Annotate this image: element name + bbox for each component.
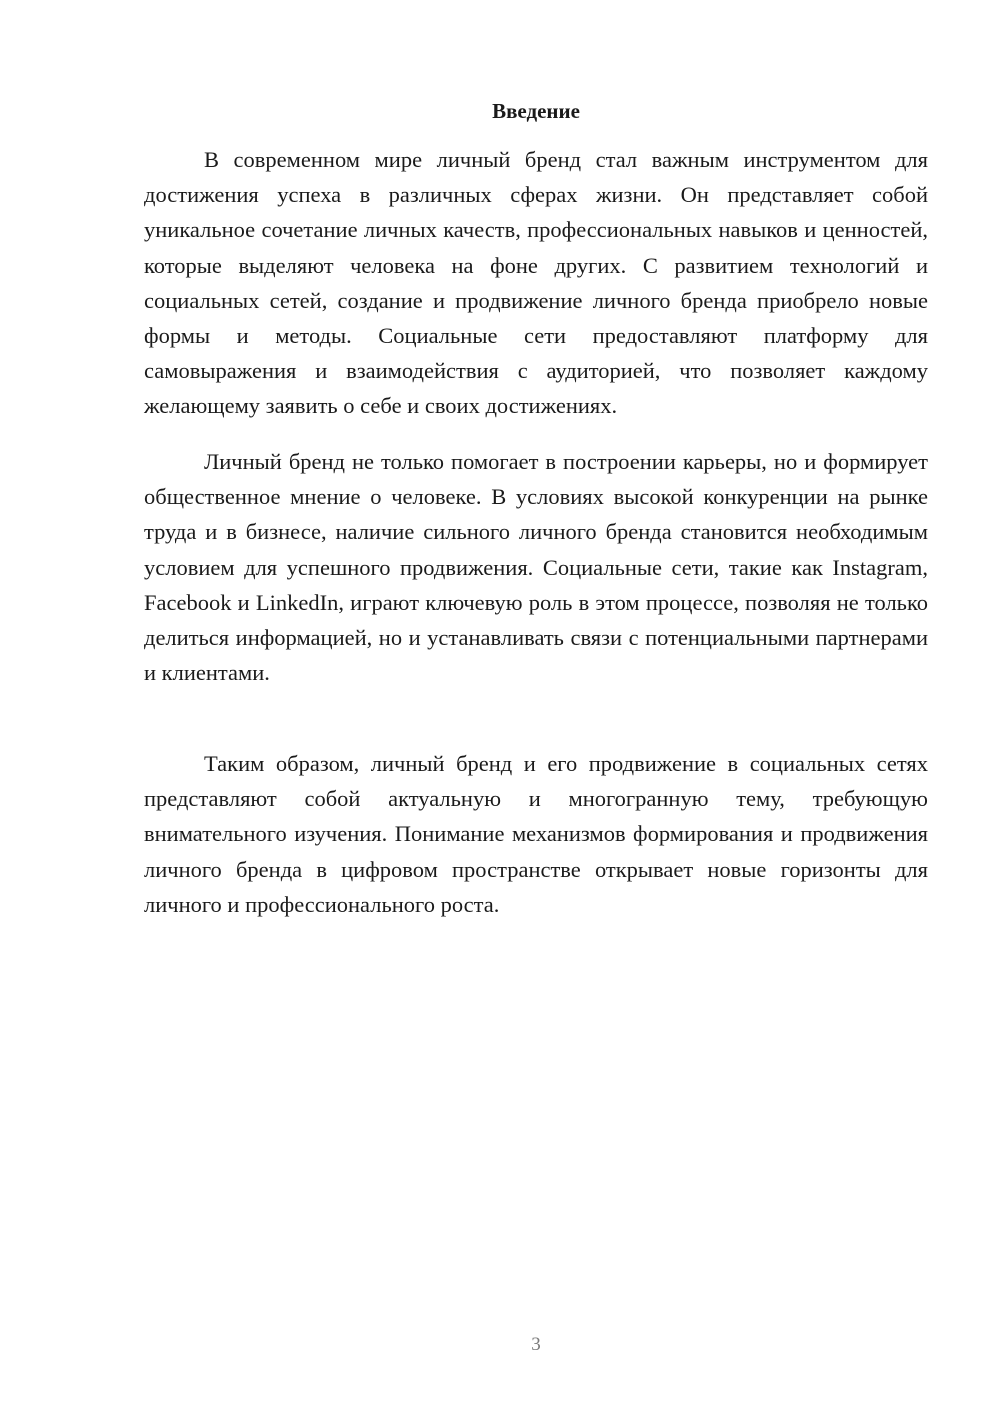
section-heading: Введение	[492, 99, 580, 123]
page-number: 3	[531, 1334, 541, 1355]
paragraph-3: Таким образом, личный бренд и его продвижение в социальных сетях представляют собой актуальную и многогранную тему, требующую внимательного изучения. Понимание механизмов формирования и продвижения личного бренда в цифровом пространстве открывает новые горизонты для личного и профессионального роста.	[144, 751, 928, 917]
paragraph-2: Личный бренд не только помогает в построении карьеры, но и формирует общественное мнение о человеке. В условиях высокой конкуренции на рынке труда и в бизнесе, наличие сильного личного бренда становится необходимым условием для успешного продвижения. Социальные сети, такие как Instagram, Facebook и LinkedIn, играют ключевую роль в этом процессе, позволяя не только делиться информацией, но и устанавливать связи с потенциальными партнерами и клиентами.	[144, 449, 928, 686]
paragraph-1: В современном мире личный бренд стал важным инструментом для достижения успеха в различных сферах жизни. Он представляет собой уникальное сочетание личных качеств, профессиональных навыков и ценностей, которые выделяют человека на фоне других. С развитием технологий и социальных сетей, создание и продвижение личного бренда приобрело новые формы и методы. Социальные сети предоставляют платформу для самовыражения и взаимодействия с аудиторией, что позволяет каждому желающему заявить о себе и своих достижениях.	[144, 147, 928, 419]
